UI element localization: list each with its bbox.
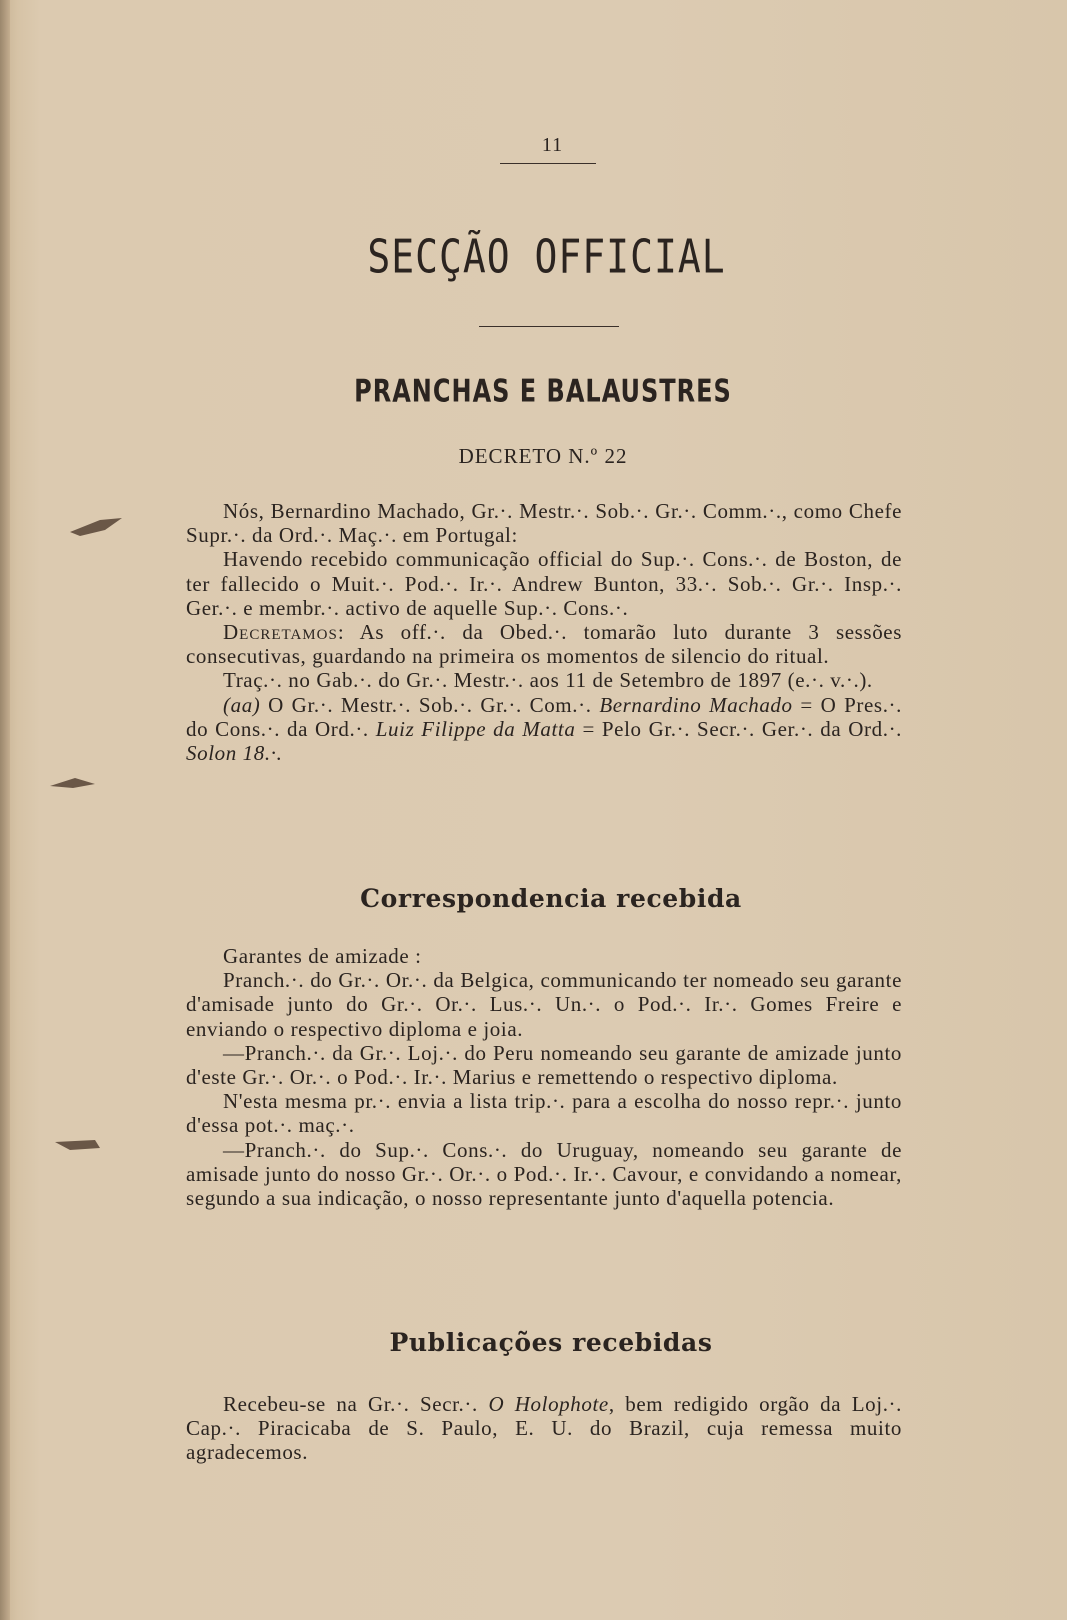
binding-mark-3 bbox=[50, 1130, 110, 1170]
publications-text-after: , bem redigido orgão da Loj.·. Cap.·. Piracicaba de S. Paulo, E. U. do Brazil, cuja remessa muito agradecemos. bbox=[186, 1392, 903, 1465]
publications-paragraph bbox=[186, 1392, 902, 1465]
decree-dated: Traç.·. no Gab.·. do Gr.·. Mestr.·. aos 11 de Setembro de 1897 (e.·. v.·.). bbox=[223, 668, 873, 693]
section-divider bbox=[479, 326, 619, 327]
decree-word: Decretamos bbox=[223, 620, 338, 645]
signature-text-1: O Gr.·. Mestr.·. Sob.·. Gr.·. Com.·. bbox=[260, 692, 600, 717]
correspondence-heading: Correspondencia recebida bbox=[360, 884, 742, 913]
publications-body bbox=[186, 1392, 902, 1465]
decree-heading: DECRETO N.º 22 bbox=[458, 444, 628, 468]
correspondence-item-1: Pranch.·. do Gr.·. Or.·. da Belgica, communicando ter nomeado seu garante d'amisade junto do Gr.·. Or.·. Lus.·. Un.·. o Pod.·. Ir.·. Gomes Freire e enviando o respectivo diploma e joia. bbox=[186, 968, 902, 1041]
decree-signatures bbox=[186, 693, 902, 766]
publications-text-before: Recebeu-se na Gr.·. Secr.·. bbox=[223, 1392, 489, 1416]
signature-name-1: Bernardino Machado bbox=[599, 692, 793, 717]
binding-mark-1 bbox=[60, 510, 130, 550]
decree-intro: Nós, Bernardino Machado, Gr.·. Mestr.·. Sob.·. Gr.·. Comm.·., como Chefe Supr.·. da Ord.·. Maç.·. em Portugal: bbox=[186, 499, 902, 548]
subtitle: PRANCHAS E BALAUSTRES bbox=[354, 373, 732, 410]
signature-name-2: Luiz Filippe da Matta bbox=[375, 716, 576, 741]
correspondence-item-3: N'esta mesma pr.·. envia a lista trip.·. para a escolha do nosso repr.·. junto d'essa pot.·. maç.·. bbox=[186, 1089, 902, 1138]
binding-mark-2 bbox=[45, 770, 105, 800]
signature-aa: (aa) bbox=[223, 692, 261, 717]
page-number: 11 bbox=[541, 134, 564, 156]
publication-title: O Holophote bbox=[488, 1392, 609, 1416]
section-title: SECÇÃO OFFICIAL bbox=[367, 230, 726, 284]
signature-name-3: Solon 18.·. bbox=[186, 741, 283, 766]
correspondence-item-2: —Pranch.·. da Gr.·. Loj.·. do Peru nomeando seu garante de amizade junto d'este Gr.·. Or.·. o Pod.·. Ir.·. Marius e remettendo o respectivo diploma. bbox=[186, 1040, 902, 1090]
decree-body bbox=[186, 499, 902, 765]
page-number-rule bbox=[500, 163, 596, 164]
decree-resolution-text: : As off.·. da Obed.·. tomarão luto durante 3 sessões consecutivas, guardando na primeira os momentos de silencio do ritual. bbox=[186, 620, 902, 669]
correspondence-body bbox=[186, 944, 902, 1210]
publications-heading: Publicações recebidas bbox=[389, 1328, 713, 1357]
signature-text-3: = Pelo Gr.·. Secr.·. Ger.·. da Ord.·. bbox=[575, 716, 903, 741]
decree-considering: Havendo recebido communicação official do Sup.·. Cons.·. de Boston, de ter fallecido o Muit.·. Pod.·. Ir.·. Andrew Bunton, 33.·. Sob.·. Gr.·. Insp.·. Ger.·. e membr.·. activo de aquelle Sup.·. Cons.·. bbox=[186, 547, 902, 620]
correspondence-lead: Garantes de amizade : bbox=[223, 944, 422, 968]
decree-resolution bbox=[186, 620, 902, 668]
correspondence-item-4: —Pranch.·. do Sup.·. Cons.·. do Uruguay, nomeando seu garante de amisade junto do nosso Gr.·. Or.·. o Pod.·. Ir.·. Cavour, e convidando a nomear, segundo a sua indicação, o nosso representante junto d'aquella potencia. bbox=[186, 1137, 902, 1211]
signature-text-2: = O Pres.·. do Cons.·. da Ord.·. bbox=[186, 692, 902, 741]
